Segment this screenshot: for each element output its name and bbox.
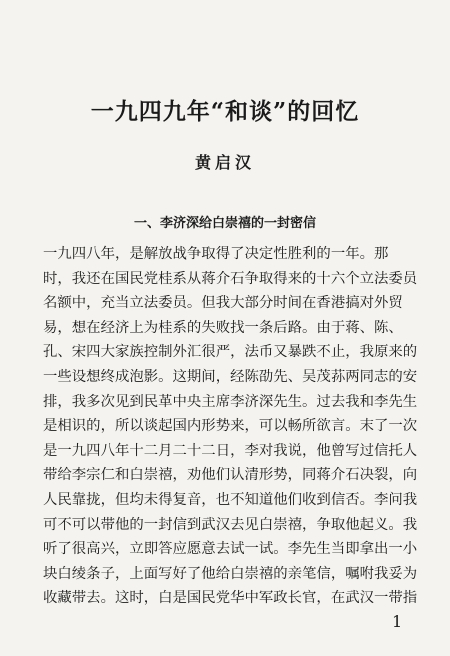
text-line: 一些设想终成泡影。这期间，经陈劭先、吴茂荪两同志的安 <box>43 368 418 385</box>
page-number: 1 <box>392 612 403 631</box>
article-title: 一九四九年“和谈”的回忆 <box>90 98 360 125</box>
text-line: 易，想在经济上为桂系的失败找一条后路。由于蒋、陈、 <box>43 319 403 336</box>
text-line: 人民靠拢，但均未得复音，也不知道他们收到信否。李问我 <box>43 491 418 508</box>
text-line: 收藏带去。这时，白是国民党华中军政长官，在武汉一带指 <box>43 590 418 607</box>
text-line: 听了很高兴，立即答应愿意去试一试。李先生当即拿出一小 <box>43 541 418 558</box>
text-line: 孔、宋四大家族控制外汇很严，法币又暴跌不止，我原来的 <box>43 344 418 361</box>
text-line: 是一九四八年十二月二十二日，李对我说，他曾写过信托人 <box>43 442 418 459</box>
text-line: 块白绫条子，上面写好了他给白崇禧的亲笔信，嘱咐我妥为 <box>43 565 418 582</box>
text-line: 可不可以带他的一封信到武汉去见白崇禧，争取他起义。我 <box>43 516 418 533</box>
text-line: 名额中，充当立法委员。但我大部分时间在香港搞对外贸 <box>43 295 403 312</box>
text-line: 带给李宗仁和白崇禧，劝他们认清形势，同蒋介石决裂，向 <box>43 467 418 484</box>
text-line: 是相识的，所以谈起国内形势来，可以畅所欲言。末了一次 <box>43 418 418 435</box>
author-name: 黄启汉 <box>194 153 255 172</box>
section-heading: 一、李济深给白崇禧的一封密信 <box>133 216 316 231</box>
text-line: 排，我多次见到民革中央主席李济深先生。过去我和李先生 <box>43 393 418 410</box>
text-line: 一九四八年，是解放战争取得了决定性胜利的一年。那 <box>43 246 389 262</box>
body-text <box>43 242 425 611</box>
text-line: 时，我还在国民党桂系从蒋介石争取得来的十六个立法委员 <box>43 270 418 287</box>
